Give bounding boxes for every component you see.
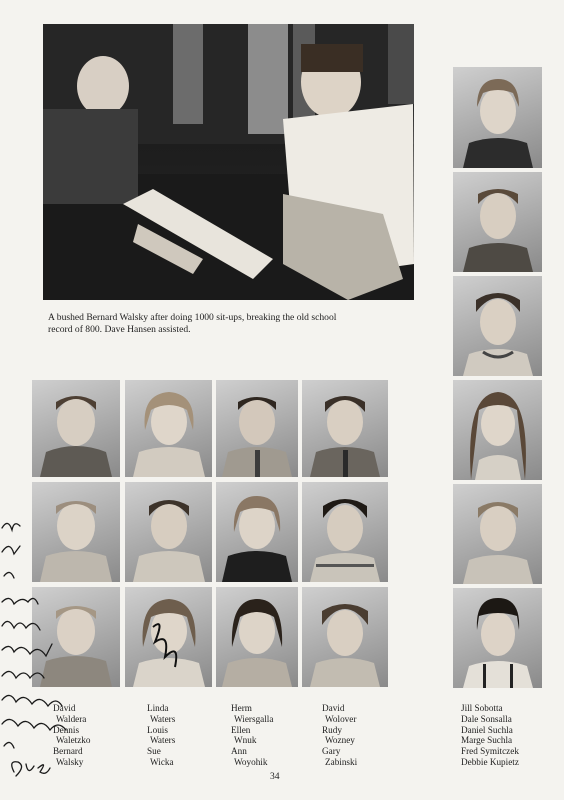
portrait-louis-waters [125,482,212,582]
names-column-right [461,703,519,768]
portrait-fred-symitczek [453,484,542,584]
name-line: Wiersgalla [234,713,274,724]
name-line: Woyohik [234,756,268,767]
name-line: Linda [147,703,169,713]
portrait-ellen-wnuk [216,482,298,582]
portrait-gary-zabinski [302,587,388,687]
portrait-herm-wiersgalla [216,380,298,477]
name-line: Ellen [231,724,251,735]
name-line: Gary [322,746,341,757]
portrait-daniel-suchla [453,276,542,376]
name-line: Louis [147,724,168,735]
name-line: Wolover [325,713,357,724]
name-line: Jill Sobotta [461,703,503,713]
name-line: Debbie Kupietz [461,756,519,767]
name-line: Walsky [56,756,84,767]
page-number: 34 [270,771,280,782]
name-line: Herm [231,703,252,713]
portrait-dennis-waletzko [32,482,120,582]
name-line: Sue [147,746,161,757]
name-line: Dennis [53,724,80,735]
names-column-3 [231,703,273,768]
photo-caption [48,312,418,336]
caption-line-1: A bushed Bernard Walsky after doing 1000 sit-ups, breaking the old school [48,312,337,323]
portrait-ann-woyohik [216,587,298,687]
portrait-debbie-kupietz [453,588,542,688]
name-line: David [322,703,345,713]
portrait-marge-suchla [453,380,542,480]
portrait-linda-waters [125,380,212,477]
name-line: Bernard [53,746,83,757]
name-line: Marge Suchla [461,735,513,746]
name-line: Ann [231,746,247,757]
portrait-dale-sonsalla [453,172,542,272]
portrait-david-wolover [302,380,388,477]
name-line: Daniel Suchla [461,724,513,735]
name-line: Dale Sonsalla [461,713,512,724]
main-photo [43,24,414,300]
caption-line-2: record of 800. Dave Hansen assisted. [48,324,191,335]
portrait-jill-sobotta [453,67,542,168]
portrait-david-waldera [32,380,120,477]
names-column-4 [322,703,357,768]
name-line: Rudy [322,724,342,735]
name-line: Waters [150,713,176,724]
portrait-bernard-walsky [32,587,120,687]
name-line: Zabinski [325,756,358,767]
name-line: Wozney [325,735,355,746]
name-line: Waldera [56,713,87,724]
name-line: Wnuk [234,735,257,746]
portrait-sue-wicka [125,587,212,687]
names-column-1 [53,703,90,768]
name-line: Waletzko [56,735,91,746]
name-line: Waters [150,735,176,746]
name-line: Wicka [150,756,174,767]
name-line: David [53,703,76,713]
names-column-2 [147,703,175,768]
portrait-rudy-wozney [302,482,388,582]
name-line: Fred Symitczek [461,746,519,757]
